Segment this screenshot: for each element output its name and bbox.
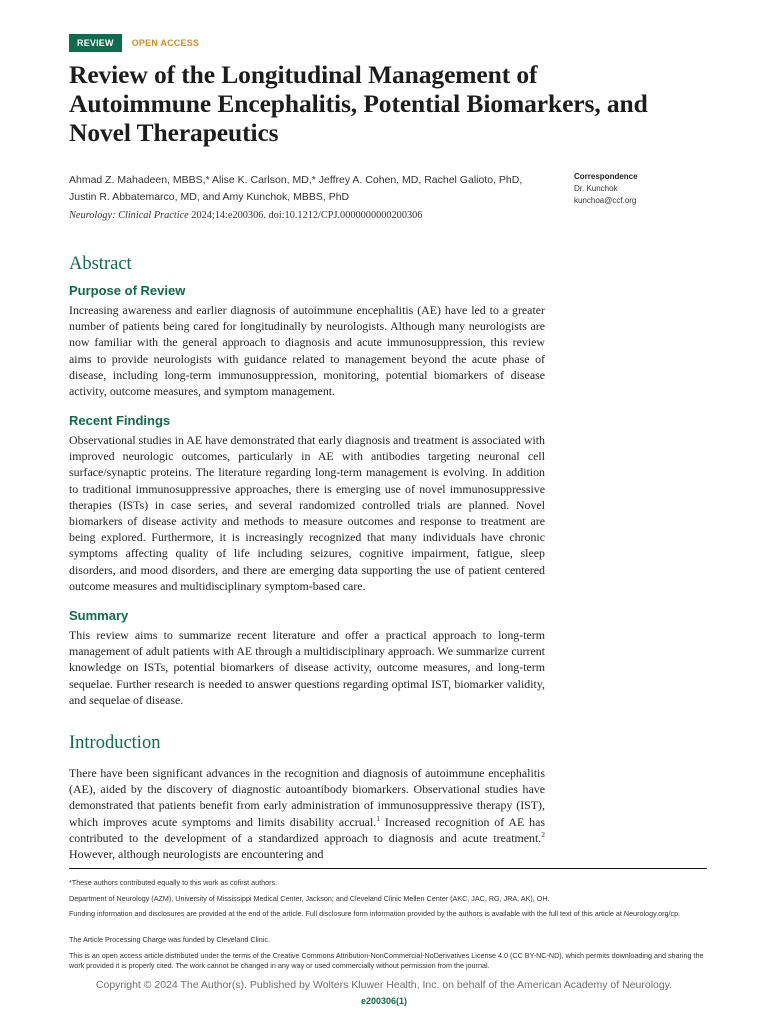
author-list	[69, 172, 539, 205]
article-title: Review of the Longitudinal Management of Autoimmune Encephalitis, Potential Biomarkers, and Novel Therapeutics	[69, 60, 648, 147]
article-tags	[69, 34, 199, 52]
summary-paragraph: This review aims to summarize recent literature and offer a practical approach to long-term management of adult patients with AE through a multidisciplinary approach. We summarize current knowledge on ISTs, potential biomarkers of disease activity, outcome measures, and long-term sequelae. Further research is needed to answer questions regarding optimal IST, biomarker validity, and sequelae of disease.	[69, 628, 545, 707]
correspondence-email[interactable]: kunchoa@ccf.org	[574, 196, 637, 205]
footnote-affiliations: Department of Neurology (AZM), University of Mississippi Medical Center, Jackson; and Cleveland Clinic Mellen Center (AKC, JAC, RG, JRA, AK), OH.	[69, 894, 550, 903]
open-access-tag: OPEN ACCESS	[131, 38, 200, 48]
footnote-license: This is an open access article distributed under the terms of the Creative Commons Attribution-NonCommercial-NoDerivatives License 4.0 (CC BY-NC-ND), which permits downloading and sharing the work provided it is properly cited. The work cannot be changed in any way or used commercially without permission from the journal.	[69, 951, 704, 970]
intro-text-3: However, although neurologists are encountering and	[69, 847, 324, 862]
authors-line-2: Justin R. Abbatemarco, MD, and Amy Kunchok, MBBS, PhD	[69, 190, 350, 203]
purpose-paragraph: Increasing awareness and earlier diagnosis of autoimmune encephalitis (AE) have led to a greater number of patients being cared for longitudinally by neurologists. Although many neurologists are now familiar with the general approach to diagnosis and acute immunosuppression, this review aims to provide neurologists with guidance related to management beyond the acute phase of disease, including long-term immunosuppression, monitoring, potential biomarkers of disease activity, outcome measures, and symptom management.	[69, 303, 545, 399]
summary-heading: Summary	[69, 608, 129, 623]
footnote-divider	[69, 868, 707, 869]
review-tag: REVIEW	[69, 34, 122, 52]
introduction-paragraph	[69, 765, 545, 862]
authors-line-1: Ahmad Z. Mahadeen, MBBS,* Alise K. Carlson, MD,* Jeffrey A. Cohen, MD, Rachel Galioto, PhD,	[69, 174, 523, 186]
citation-details: 2024;14:e200306. doi:10.1212/CPJ.0000000000200306	[188, 210, 423, 221]
reference-2[interactable]: 2	[541, 829, 545, 839]
purpose-heading: Purpose of Review	[69, 283, 186, 298]
journal-name: Neurology: Clinical Practice	[69, 210, 189, 221]
citation	[69, 210, 549, 221]
reference-1[interactable]: 1	[376, 813, 380, 823]
findings-paragraph: Observational studies in AE have demonstrated that early diagnosis and treatment is associated with improved neurologic outcomes, particularly in AE with antibodies targeting neuronal cell surface/synaptic proteins. The literature regarding long-term management is evolving. In addition to traditional immunosuppressive approaches, there is emerging use of novel immunosuppressive therapies (ISTs) in case series, and several randomized controlled trials are planned. Novel biomarkers of disease activity and methods to measure outcomes and response to treatment are being explored. Furthermore, it is increasingly recognized that many individuals have chronic symptoms affecting quality of life including seizures, cognitive impairment, fatigue, sleep disorders, and mood disorders, and there are emerging data supporting the use of patient centered outcome measures and multidisciplinary symptom-based care.	[69, 433, 545, 593]
intro-text-2: Increased recognition of AE has contributed to the development of a standardized approach to diagnosis and acute treatment.	[69, 814, 546, 845]
correspondence-name: Dr. Kunchok	[574, 184, 618, 193]
intro-text-1: There have been significant advances in the recognition and diagnosis of autoimmune encephalitis (AE), aided by the discovery of diagnostic autoantibody biomarkers. Observational studies have demonstrated that patients benefit from early administration of immunosuppressive therapy (IST), which improves acute symptoms and limits disability accrual.	[69, 766, 545, 829]
footnote-cofirst: *These authors contributed equally to this work as cofirst authors.	[69, 878, 278, 887]
findings-heading: Recent Findings	[69, 413, 171, 428]
copyright-notice: Copyright © 2024 The Author(s). Published by Wolters Kluwer Health, Inc. on behalf of the American Academy of Neurology.	[95, 979, 673, 991]
correspondence-heading: Correspondence	[574, 172, 638, 181]
footnote-funding: Funding information and disclosures are provided at the end of the article. Full disclosure form information provided by the authors is available with the full text of this article at Neurology.org/cp.	[69, 909, 681, 918]
footnote-apc: The Article Processing Charge was funded by Cleveland Clinic.	[69, 935, 270, 944]
correspondence	[574, 171, 638, 207]
page-number: e200306(1)	[360, 996, 408, 1006]
introduction-heading: Introduction	[69, 733, 161, 753]
abstract-heading: Abstract	[69, 254, 132, 274]
